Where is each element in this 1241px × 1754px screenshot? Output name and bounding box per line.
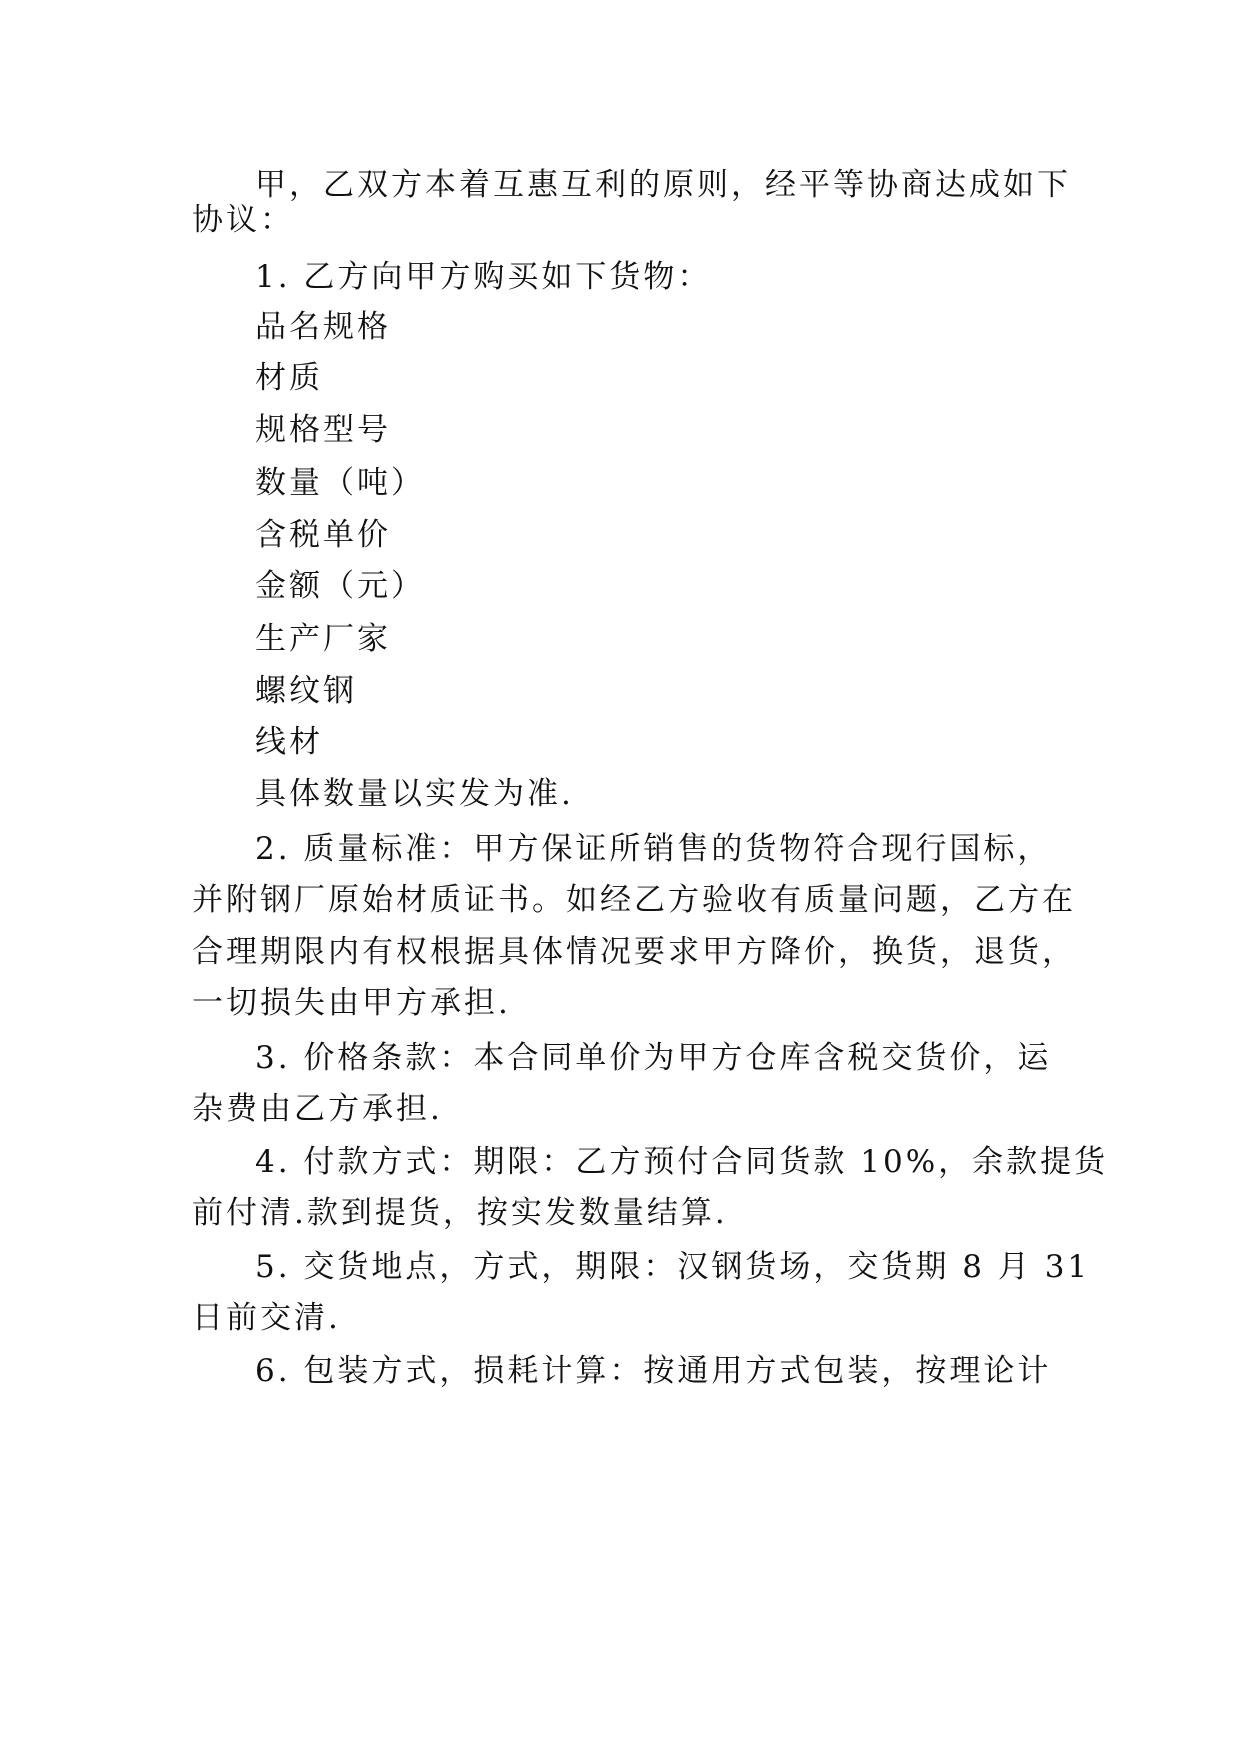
clause-5-line-1: 5. 交货地点，方式，期限：汉钢货场，交货期 8 月 31 — [255, 1249, 1091, 1285]
clause-2-line-3: 合理期限内有权根据具体情况要求甲方降价，换货，退货， — [192, 934, 1076, 970]
clause-1-heading: 1. 乙方向甲方购买如下货物： — [255, 259, 712, 295]
clause-6-line-1: 6. 包装方式，损耗计算：按通用方式包装，按理论计 — [255, 1353, 1052, 1389]
paragraph-intro-line-2: 协议： — [192, 202, 294, 238]
goods-field-model: 规格型号 — [255, 412, 391, 448]
clause-4-line-2: 前付清.款到提货，按实发数量结算. — [192, 1195, 728, 1231]
goods-field-amount: 金额（元） — [255, 568, 425, 604]
goods-field-quantity: 数量（吨） — [255, 465, 425, 501]
paragraph-intro-line-1: 甲，乙双方本着互惠互利的原则，经平等协商达成如下 — [255, 167, 1071, 203]
goods-item-rebar: 螺纹钢 — [255, 673, 357, 709]
clause-2-line-2: 并附钢厂原始材质证书。如经乙方验收有质量问题，乙方在 — [192, 882, 1076, 918]
goods-field-material: 材质 — [255, 360, 323, 396]
clause-4-line-1: 4. 付款方式：期限：乙方预付合同货款 10%，余款提货 — [255, 1144, 1109, 1180]
clause-5-line-2: 日前交清. — [192, 1300, 341, 1336]
goods-field-name-spec: 品名规格 — [255, 309, 391, 345]
clause-3-line-2: 杂费由乙方承担. — [192, 1091, 443, 1127]
clause-2-line-1: 2. 质量标准：甲方保证所销售的货物符合现行国标， — [255, 831, 1052, 867]
clause-2-line-4: 一切损失由甲方承担. — [192, 985, 511, 1021]
goods-field-manufacturer: 生产厂家 — [255, 621, 391, 657]
quantity-note: 具体数量以实发为准. — [255, 776, 574, 812]
clause-3-line-1: 3. 价格条款：本合同单价为甲方仓库含税交货价，运 — [255, 1040, 1052, 1076]
goods-item-wire-rod: 线材 — [255, 724, 323, 760]
goods-field-unit-price: 含税单价 — [255, 517, 391, 553]
